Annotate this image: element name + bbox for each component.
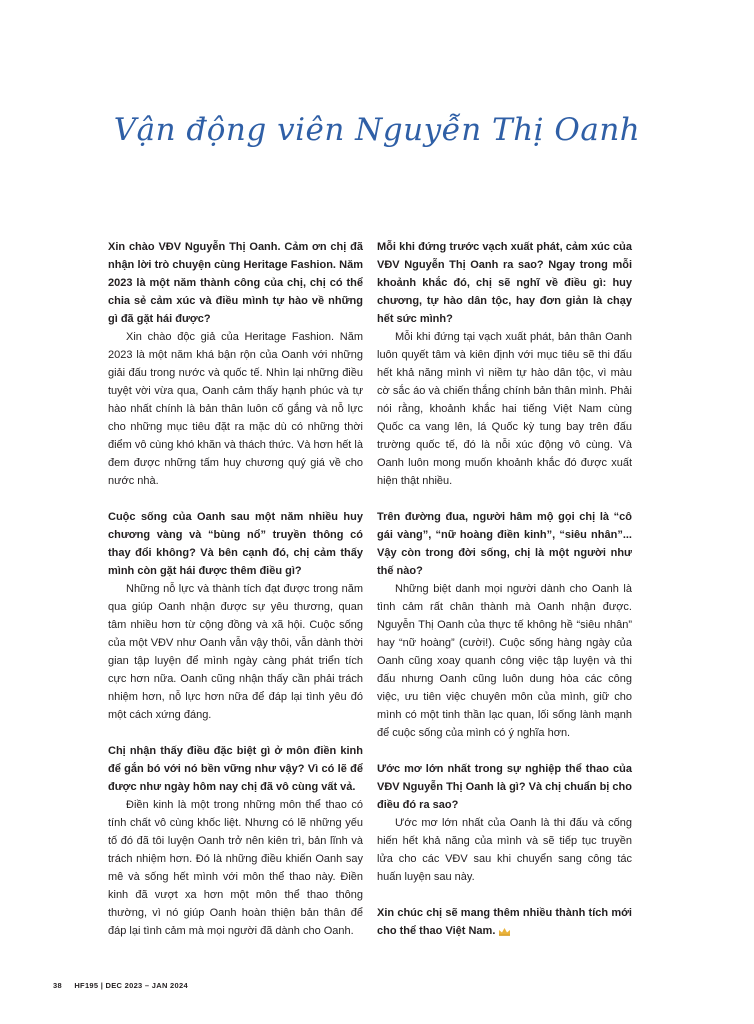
qa-block	[377, 760, 632, 886]
left-column	[108, 238, 363, 940]
interview-answer: Những nỗ lực và thành tích đạt được trong năm qua giúp Oanh nhận được sự yêu thương, quan tâm nhiều hơn từ cộng đồng và xã hội. Cuộc sống của một VĐV như Oanh vẫn vậy thôi, vẫn dành thời gian tập luyện để mình ngày càng phát triển tích cực hơn nữa. Oanh cũng nhận thấy cần phải trách nhiệm hơn, nỗ lực hơn nữa để đáp lại tình yêu đó một cách xứng đáng.	[108, 583, 363, 721]
closing-text: Xin chúc chị sẽ mang thêm nhiều thành tích mới cho thể thao Việt Nam.	[377, 907, 632, 937]
right-column	[377, 238, 632, 940]
interview-question: Ước mơ lớn nhất trong sự nghiệp thể thao của VĐV Nguyễn Thị Oanh là gì? Và chị chuẩn bị cho điều đó ra sao?	[377, 763, 632, 811]
page-number: 38	[53, 981, 62, 990]
interview-answer: Mỗi khi đứng tại vạch xuất phát, bản thân Oanh luôn quyết tâm và kiên định với mục tiêu sẽ thi đấu hết khả năng mình vì niềm tự hào dân tộc, vì màu cờ sắc áo và chiến thắng chính bản thân mình. Phải nói rằng, khoảnh khắc hai tiếng Việt Nam cùng Quốc ca vang lên, lá Quốc kỳ tung bay trên đấu trường quốc tế, đó là nỗi xúc động vô cùng. Và Oanh luôn mong muốn khoảnh khắc đó được xuất hiện thật nhiều.	[377, 331, 632, 487]
interview-answer: Những biệt danh mọi người dành cho Oanh là tình cảm rất chân thành mà Oanh nhận được. Nguyễn Thị Oanh của thực tế không hề “siêu nhân” hay “nữ hoàng” (cười!). Cuộc sống hàng ngày của Oanh cũng xoay quanh công việc tập luyện và thi đấu nhưng Oanh cũng luôn dung hòa các công việc, ưu tiên việc chuyên môn của mình, giữ cho mình có một tinh thần lạc quan, lối sống lành mạnh để cuộc sống của mình có ý nghĩa hơn.	[377, 583, 632, 739]
qa-block	[108, 508, 363, 724]
qa-block	[108, 238, 363, 490]
interview-question: Chị nhận thấy điều đặc biệt gì ở môn điền kinh để gắn bó với nó bền vững như vậy? Vì có lẽ để được như ngày hôm nay chị đã vô cùng vất vả.	[108, 745, 363, 793]
closing-line	[377, 904, 632, 940]
interview-question: Xin chào VĐV Nguyễn Thị Oanh. Cảm ơn chị đã nhận lời trò chuyện cùng Heritage Fashion. Năm 2023 là một năm thành công của chị, chị có thể chia sẻ cảm xúc và điều mình tự hào về những gì đã gặt hái được?	[108, 241, 363, 325]
interview-question: Cuộc sống của Oanh sau một năm nhiều huy chương vàng và “bùng nổ” truyền thông có thay đổi không? Và bên cạnh đó, chị cảm thấy mình còn gặt hái được thêm điều gì?	[108, 511, 363, 577]
interview-answer: Ước mơ lớn nhất của Oanh là thi đấu và cống hiến hết khả năng của mình và sẽ tiếp tục truyền lửa cho các VĐV sau khi chuyển sang công tác huấn luyện sau này.	[377, 817, 632, 883]
interview-answer: Điền kinh là một trong những môn thể thao có tính chất vô cùng khốc liệt. Nhưng có lẽ những yếu tố đó đã tôi luyện Oanh trở nên kiên trì, bản lĩnh và trách nhiệm hơn. Đó là những điều khiến Oanh say mê và sống hết mình với môn thể thao này. Điền kinh đã vượt xa hơn một môn thể thao thông thường, vì nó giúp Oanh hoàn thiện bản thân để đáp lại tình cảm mà mọi người đã dành cho Oanh.	[108, 799, 363, 937]
crown-icon	[498, 927, 511, 936]
interview-answer: Xin chào độc giả của Heritage Fashion. Năm 2023 là một năm khá bận rộn của Oanh với những giải đấu trong nước và quốc tế. Nhìn lại những điều tuyệt vời vừa qua, Oanh cảm thấy hạnh phúc và tự hào nhất chính là bản thân luôn cố gắng và nỗ lực cho những mục tiêu đặt ra mặc dù có những thời điểm vô cùng khó khăn và thách thức. Và hơn hết là đem được những tấm huy chương quý giá về cho nước nhà.	[108, 331, 363, 487]
interview-question: Mỗi khi đứng trước vạch xuất phát, cảm xúc của VĐV Nguyễn Thị Oanh ra sao? Ngay trong mỗi khoảnh khắc đó, chị sẽ nghĩ về điều gì: huy chương, tự hào dân tộc, hay đơn giản là chạy hết sức mình?	[377, 241, 632, 325]
qa-block	[377, 508, 632, 742]
page-footer	[53, 981, 198, 990]
article-title: Vận động viên Nguyễn Thị Oanh	[113, 112, 641, 148]
qa-block	[377, 238, 632, 490]
interview-question: Trên đường đua, người hâm mộ gọi chị là “cô gái vàng”, “nữ hoàng điền kinh”, “siêu nhân”... Vậy còn trong đời sống, chị là một người như thế nào?	[377, 511, 632, 577]
qa-block	[108, 742, 363, 940]
issue-info: HF195 | DEC 2023 – JAN 2024	[74, 981, 188, 990]
